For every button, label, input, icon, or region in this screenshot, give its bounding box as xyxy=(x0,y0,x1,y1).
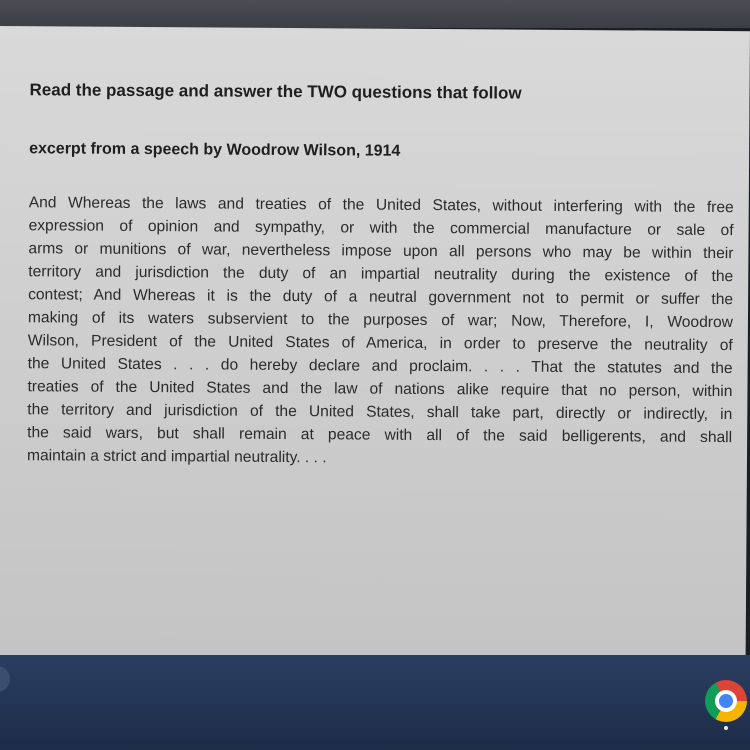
passage-source: excerpt from a speech by Woodrow Wilson, 1914 xyxy=(29,140,401,160)
passage-line: Wilson, President of the United States of America, in order to preserve the neutrality of xyxy=(27,332,733,355)
passage-line: maintain a strict and impartial neutrality. . . . xyxy=(26,447,327,467)
app-running-indicator xyxy=(724,726,728,730)
passage-line: arms or munitions of war, nevertheless impose upon all persons who may be within their xyxy=(28,240,734,263)
instructions-heading: Read the passage and answer the TWO questions that follow xyxy=(29,80,522,103)
passage-line: expression of opinion and sympathy, or with the commercial manufacture or sale of xyxy=(28,217,734,240)
passage-line: treaties of the United States and the law of nations alike require that no person, within xyxy=(27,378,733,401)
passage-line: the United States . . . do hereby declare and proclaim. . . . That the statutes and the xyxy=(27,355,733,378)
question-page xyxy=(0,26,750,661)
chrome-icon[interactable] xyxy=(705,680,747,722)
passage-line: territory and jurisdiction the duty of an impartial neutrality during the existence of the xyxy=(28,263,734,286)
passage-line: the said wars, but shall remain at peace with all of the said belligerents, and shall xyxy=(27,424,733,447)
passage-line: contest; And Whereas it is the duty of a neutral government not to permit or suffer the xyxy=(28,286,734,309)
taskbar xyxy=(0,655,750,750)
top-bezel xyxy=(0,0,750,28)
passage-line: the territory and jurisdiction of the United States, shall take part, directly or indirectly, in xyxy=(27,401,733,424)
passage-line: And Whereas the laws and treaties of the United States, without interfering with the free xyxy=(28,194,734,217)
passage-text xyxy=(27,191,734,472)
passage-line: making of its waters subservient to the purposes of war; Now, Therefore, I, Woodrow xyxy=(27,309,734,332)
